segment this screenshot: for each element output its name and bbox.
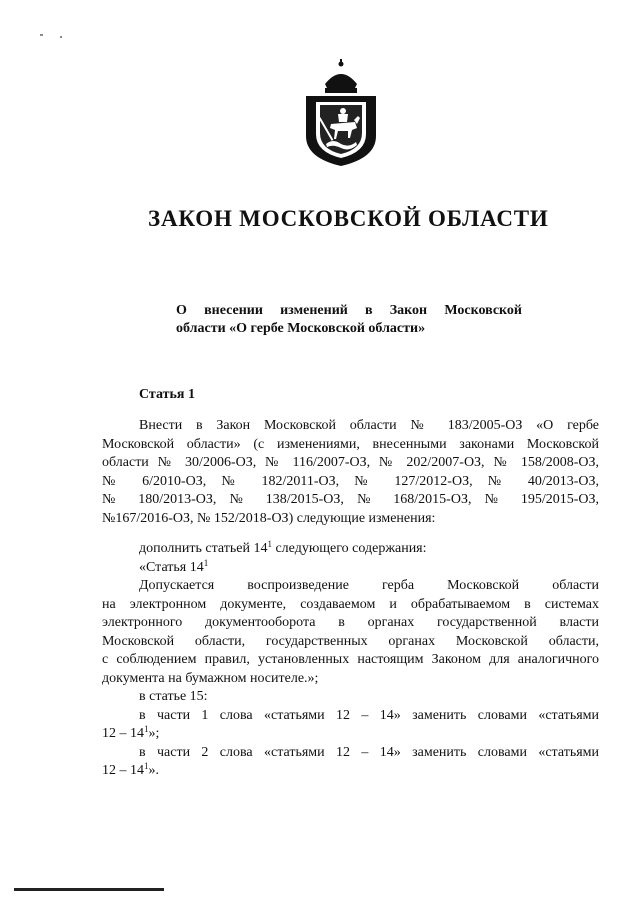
paragraph-line: на электронном документе, создаваемом и обрабатываемом в системах [102, 596, 599, 612]
paragraph-line: №167/2016-ОЗ, № 152/2018-ОЗ) следующие изменения: [102, 510, 436, 526]
subtitle-line: О внесении изменений в Закон Московской [176, 303, 522, 318]
part-1-text: »; [148, 726, 160, 741]
paragraph-line: с соблюдением правил, установленных настоящим Законом для аналогичного [102, 652, 599, 667]
superscript: 1 [144, 761, 149, 771]
part-2-text: ». [148, 763, 159, 778]
part-1-line: в части 1 слова «статьями 12 – 14» заменить словами «статьями [139, 707, 599, 723]
part-1-text: 12 – 14 [102, 726, 144, 741]
paragraph-line: области № 30/2006-ОЗ, № 116/2007-ОЗ, № 202/2007-ОЗ, № 158/2008-ОЗ, [102, 455, 599, 470]
amendment-intro-text: дополнить статьей 14 [139, 541, 268, 556]
part-1-line [102, 725, 599, 744]
paragraph-line: электронного документооборота в органах государственной власти [102, 615, 599, 630]
superscript: 1 [144, 724, 149, 734]
paragraph-line: № 6/2010-ОЗ, № 182/2011-ОЗ, № 127/2012-ОЗ, № 40/2013-ОЗ, [102, 473, 599, 489]
paragraph-line: Московской области, государственных органах Московской области, [102, 633, 599, 649]
part-2-line [102, 762, 599, 781]
superscript: 1 [267, 539, 272, 549]
article-body [102, 417, 599, 781]
scan-speck [40, 34, 43, 36]
part-2-text: 12 – 14 [102, 763, 144, 778]
quoted-article-heading [102, 559, 599, 578]
amendment-intro-text: следующего содержания: [271, 541, 427, 556]
footer-rule [14, 888, 164, 891]
paragraph-line: Московской области» (с изменениями, внесенными законами Московской [102, 436, 599, 452]
quoted-article-text: «Статья 14 [139, 559, 204, 575]
paragraph-line: Допускается воспроизведение герба Московской области [139, 578, 599, 593]
superscript: 1 [203, 557, 209, 568]
article-heading: Статья 1 [139, 387, 195, 402]
part-2-line: в части 2 слова «статьями 12 – 14» заменить словами «статьями [139, 744, 599, 760]
document-subtitle [176, 302, 522, 338]
moscow-oblast-coat-of-arms-icon [300, 58, 382, 168]
article-15-intro: в статье 15: [139, 689, 208, 704]
document-title: ЗАКОН МОСКОВСКОЙ ОБЛАСТИ [148, 206, 549, 231]
paragraph-gap [102, 528, 599, 540]
subtitle-line: области «О гербе Московской области» [176, 321, 426, 336]
paragraph-line: документа на бумажном носителе.»; [102, 670, 319, 686]
scan-speck [60, 36, 62, 38]
paragraph-line: № 180/2013-ОЗ, № 138/2015-ОЗ, № 168/2015-ОЗ, № 195/2015-ОЗ, [102, 492, 599, 507]
amendment-intro [102, 540, 599, 559]
paragraph-line: Внести в Закон Московской области № 183/2005-ОЗ «О гербе [139, 418, 599, 433]
